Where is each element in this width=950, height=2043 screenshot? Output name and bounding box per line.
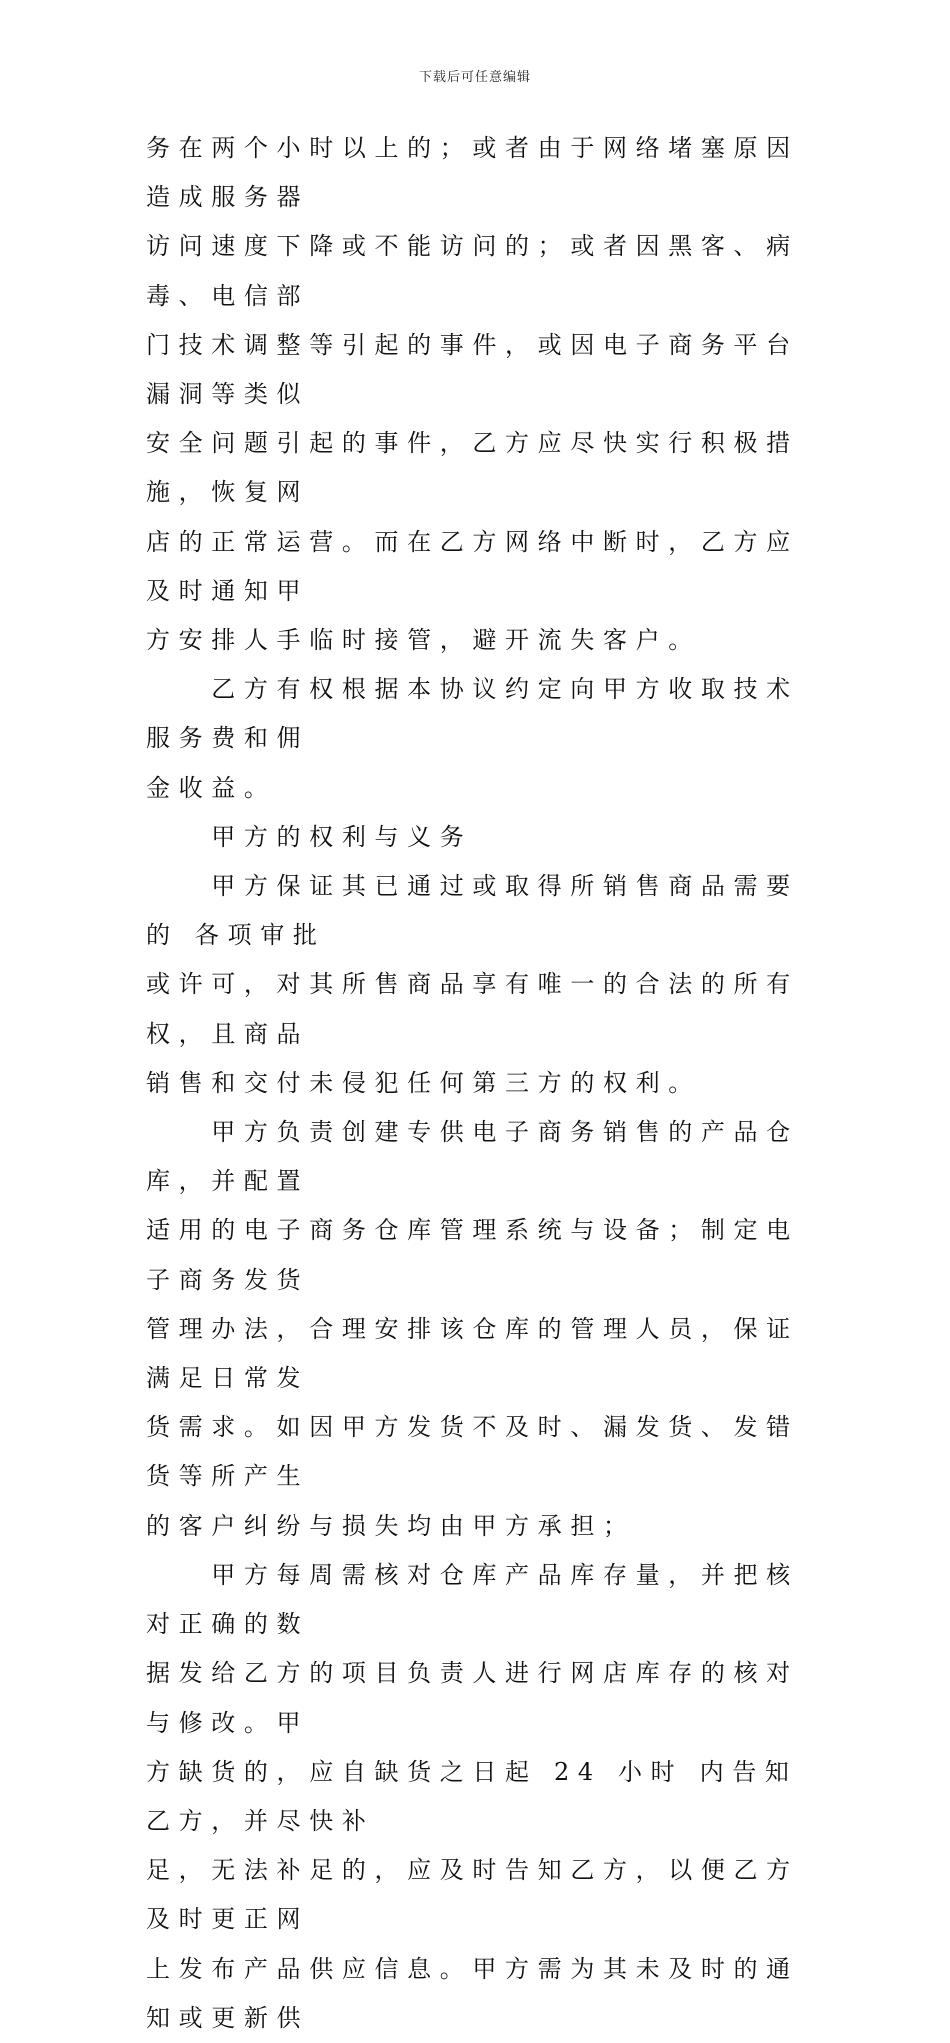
text-line: 足，无法补足的，应及时告知乙方，以便乙方及时更正网 (146, 1856, 799, 1934)
text-line: 的客户纠纷与损失均由甲方承担； (146, 1511, 636, 1540)
text-line: 销售和交付未侵犯任何第三方的权利。 (146, 1068, 701, 1097)
text-line: 务在两个小时以上的；或者由于网络堵塞原因造成服务器 (146, 134, 799, 212)
text-line: 据发给乙方的项目负责人进行网店库存的核对与修改。甲 (146, 1659, 799, 1737)
paragraph-party-a-warehouse (146, 1108, 806, 1551)
text-line: 访问速度下降或不能访问的；或者因黑客、病毒、电信部 (146, 232, 799, 310)
text-line: 乙方有权根据本协议约定向甲方收取技术服务费和佣 (146, 675, 799, 753)
document-body (146, 124, 806, 2043)
text-line: 甲方负责创建专供电子商务销售的产品仓库，并配置 (146, 1118, 799, 1196)
paragraph-service-interruption (146, 124, 806, 665)
text-line: 安全问题引起的事件，乙方应尽快实行积极措施，恢复网 (146, 429, 799, 507)
text-line: 甲方的权利与义务 (211, 822, 473, 851)
text-line: 上发布产品供应信息。甲方需为其未及时的通知或更新供 (146, 1954, 799, 2032)
text-line: 甲方保证其已通过或取得所销售商品需要的 各项审批 (146, 872, 799, 950)
section-heading-party-a-rights (146, 813, 806, 862)
text-line: 甲方每周需核对仓库产品库存量，并把核对正确的数 (146, 1560, 799, 1639)
text-line: 方安排人手临时接管，避开流失客户。 (146, 626, 701, 655)
text-line: 金收益。 (146, 773, 277, 802)
page-header: 下载后可任意编辑 (418, 70, 531, 85)
paragraph-party-a-approvals (146, 862, 806, 1108)
text-line: 管理办法，合理安排该仓库的管理人员，保证满足日常发 (146, 1314, 799, 1393)
paragraph-party-a-inventory (146, 1551, 806, 2043)
text-line: 货需求。如因甲方发货不及时、漏发货、发错货等所产生 (146, 1413, 799, 1491)
text-line: 店的正常运营。而在乙方网络中断时，乙方应及时通知甲 (146, 527, 799, 605)
text-line: 方缺货的，应自缺货之日起 24 小时 内告知乙方，并尽快补 (146, 1757, 798, 1835)
text-line: 或许可，对其所售商品享有唯一的合法的所有权，且商品 (146, 970, 799, 1048)
paragraph-party-b-fees (146, 665, 806, 813)
text-line: 门技术调整等引起的事件，或因电子商务平台漏洞等类似 (146, 330, 799, 409)
text-line: 适用的电子商务仓库管理系统与设备；制定电子商务发货 (146, 1216, 799, 1294)
